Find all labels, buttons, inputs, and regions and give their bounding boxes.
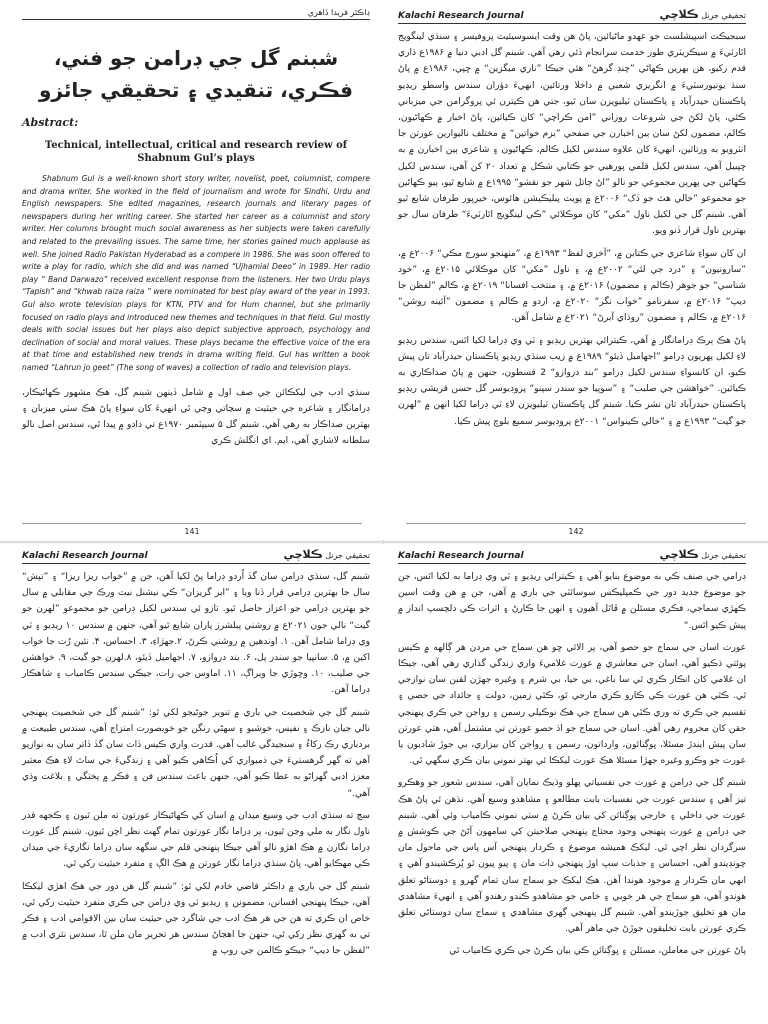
paragraph: شبنم گل جي باري ۾ ڊاڪٽر قاضي خادم لکي ٿو: ”شبنم گل هن دور جي هڪ اهڙي ليکڪا آهي، جيڪا پنهنجي افسانن، مضمونن ۽ ريڊيو ٽي وي ڊرامن جي ڪري منفرد حيثيت رکي ٿي، خاص ان ڪري ته هن جي هر هڪ ادب جي شاگرد جي حيثيت سان بين الاقوامي ادب ۽ فڪر تي به گهري نظر رکي ٿي، جنهن جا اهڃاڻ سندس هر تحرير مان ملن ٿا، سندس نثري ادب ۾ ”لفظن جا ديپ“ جيڪو ڪالمن جي روپ ۾	[22, 881, 370, 957]
journal-name-sindhi: تحقيقي جرنل	[325, 551, 370, 560]
paragraph: شبنم گل جي ڊرامن ۾ عورت جي نفسياتي پهلو وڌيڪ نمايان آهي، سندس شعور جو وهڪرو تيز آهي ۽ سندس عورت جي نفسيات بابت مطالعو ۽ مشاهدو وسيع آهي. نڌهن ئي پاڻ هڪ عورت جي داخلي ۽ خارجي ڀوڳنائن کي بيان ڪرڻ ۾ سٺي نموني ڪامياب وئي آهي. شبنم جي ڊرامن ۾ عورت پنهنجي وجود محتاج پنهنجي صلاحيتن کي سامهون آڻڻ جي ڪوشش ۾ سرگردان نظر اچي ٿي. ليکڪ هميشه موضوع ۽ ڪردار پنهنجي آس پاس جي ماحول مان چونڊيندو آهي، احساس ۽ جذبات سڀ اوڙ پنهنجي ذات مان ۽ پيو پيون ٿو پُرڪشيندو آهي ۽ انهي مان ڪردار ۾ موجود هوندا آهن. هڪ ليکڪ جو سماج سان تمام گهرو ۽ دوستاڻو تعلق هوندو آهي، هو سماج جي هر خوبي ۽ خامي جو مشاهدو ڪندو رهندو آهي ۽ انهيءَ مشاهدي مان هو تخليق جوڙيندو آهي. شبنم گل پنهنجي گهري مشاهدي ۽ سماج سان دوستاڻي تعلق ڪري عورتن بابت تخليقون جوڙڻ جي ماهر آهي.	[398, 778, 746, 935]
footer-rule	[406, 523, 746, 524]
page-144	[384, 544, 768, 1024]
abstract-label: Abstract:	[22, 116, 79, 129]
page-number: 142	[568, 527, 584, 536]
paragraph: شبنم گل، سنڌي ڊرامن سان گڏ اُردو ڊراما پڻ لکيا آهن، جن ۾ ”خواب ريزا ريزا“ ۽ ”تپش“ سال جا بهترين ڊرامي قرار ڏنا ويا ۽ ”ابر گريزان“ ڪي نيشنل نيٽ ورڪ جي مقابلي ۾ سال جو بهترين ڊرامي جو اعزاز حاصل ٿيو. تازو ئي سندس لکيل ڊرامن جو مجموعو ”لهرن جو گيت“ نالي جون ۲۰۲۱ع ۾ روشني پبلشرز پاران شايع ٿيو آهي، جنهن ۾ سندس ۱۰ ريڊيو ۽ ٽي وي ڊراما شامل آهن. ۱. اوندهين ۾ روشني ڪرڻ، ۲.جهڙاءِ، ۳. احساس، ۴. نئين رُت جا خواب اکين ۾، ۵. سانپيا جو سندر پل، ۶. بند دروازو، ۷. اجهاميل ڏيئو، ۸.لهرن جو گيت، ۹. خواهشن جي صليب، ۱۰. وڇوڙي جا ويراڳ، ۱۱. اماوس جي رات، جيڪي سندس ڪامياب ۽ شاهڪار ڊراما آهن.	[22, 572, 370, 696]
journal-name-sindhi: تحقيقي جرنل	[701, 11, 746, 20]
page-separator	[0, 541, 768, 543]
running-header	[22, 548, 370, 564]
journal-logo: ڪلاچي	[283, 548, 323, 561]
paragraph: سبجيڪٽ اسپيشلسٽ جو عهدو ماڻيائين، پاڻ هن وقت ايسوسيئيٽ پروفيسر ۽ سنڌي لينگويج اٿارٽيءَ ۾ سيڪريٽري طور خدمت سرانجام ڏئي رهي آهي. شبنم گل ادبي دنيا ۾ ۱۹۸۶ع ڌاري قدم رکيو، هن بهرين ڪهاڻي ”چنڊ گرهڻ“ هئي جيڪا ”ناري ميگزين“ ۾ ڇپي، ۱۹۸۶ع ۾ پاڻ سنڌ يونيورسٽيءَ ۾ انگريزي شعبي ۾ داخلا ورتائين، انهيءَ دؤران سندس واسطو ريڊيو پاڪستان حيدرآباد ۽ پاڪستان ٽيليويزن سان ٿيو، جتي هن ڪيترن ئي پروگرامن جي ميزباني ڪئي، پاڻ لکڻ جي شروعات روزاني ”امن ڪراچي“ کان ڪيائين، پاڻ اخبار ۾ ڪهاڻيون، ڪالم، مضمون لکڻ سان ٻين اخبارن جي صفحي ”بزم خواتين“ ۾ مختلف ناليوارين عورتن جا انٽرويو به ورتائين، انهيءَ کان علاوه سندس لکيل ڪالم، ڪهاڻيون ۽ شاعري ٻين اخبارن ۾ به ڇپبيل آهي، سندس لکيل قلمي پورهيي جو ڪتابي شڪل ۾ تعداد ۲۰ کن آهي، سندس لکيل ڪهاڻين جي پهرين مجموعي جو نالو ”اڻ ڄاتل شهر جو نقشو“ ۱۹۹۵ع ۾ شايع ٿيو، ٻيو ڪهاڻين جو مجموعو ”خالي هٿ جو ڏک“ ۲۰۰۶ع ۾ پويٽ پبليڪيشن هائوس، خيرپور طرفان شايع ٿيو آهي. شبنم گل جي لکيل ناول ”مکي“ کان موڪلائي ”ڪي لينگويج اٿارٽيءَ“ طرفان سال جو بهترين ناول قرار ڏنو ويو.	[398, 32, 746, 237]
english-title: Technical, intellectual, critical and research review of Shabnum Gul’s plays	[44, 140, 348, 164]
paragraph: پاڻ عورتن جي معاملن، مسئلن ۽ ڀوڳنائن ڪي بيان ڪرڻ جي ڪري ڪامياب ٿي	[449, 946, 746, 957]
paragraph: ڊرامي جي صنف ڪي به موضوع بنايو آهي ۽ ڪيترائي ريڊيو ۽ ٽي وي ڊراما به لکيا اٿس، جن جو موضوع جديد دور جي ڪمپليڪس سوسائٽي جي باري ۾ آهي، جن ۾ هن وقت اسين ڪهڙي سماجي، فڪري مسئلن ۾ ڦاٿل آهيون ۽ انهن جا ڪارڻ ۽ اثرات ڪي دلچسپ انداز ۾ پيش ڪيو اٿس.“	[398, 572, 746, 631]
running-header	[22, 8, 370, 20]
abstract-text: Shabnum Gul is a well-known short story writer, novelist, poet, columnist, compere and drama writer. She worked in the field of journalism and wrote for Sindhi, Urdu and English newspapers. She edited magazines, research journals and literary pages of newspapers during her writing career. She started her career as a columnist and story writer. Her columns brought much social awareness as her subjects were taken carefully and related to the prevailing issues. The same time, her stories gained much applause as well. She joined Radio Pakistan Hyderabad as a compere in 1986. She was soon offered to write a play for radio, which she did and was named “Ujhamial Deeo” in 1989. Her radio play “ Band Darwazo” received excellent response from the listeners. Her two Urdu plays “Tapish” and “khwab raiza raiza ” were nominated for best play award of the year in 1993. Gul also wrote television plays for KTN, PTV and for Hum channel, but she primarily focused on radio plays and introduced new themes and techniques in that field. Gul mostly deals with social issues but her plays also depict subjective approach, psychology and declination of social and moral values. These plays became the effective voice of the era at that time and established new trends in drama writing field. Gul has written a book named “Lahrun jo geet” (The song of waves) a collection of radio and television plays.	[22, 174, 370, 372]
paragraph: شبنم گل جي شخصيت جي باري ۾ تنوير جوڻيجو لکي ٿو: ”شبنم گل جي شخصيت پنهنجي نالي جيان نازڪ ۽ نفيس، خوشبو ۽ سهڻي رنگن جو خوبصورت امتزاج آهي، سندس طبيعت ۾ بردباري رڪ رکاءُ ۽ سنجيدگي غالب آهي. قدرت واري ڪيس ڏات سان گڏ ڏاتر سان به نوازيو آهي ته گهر گرهستيءَ جي ذميواري کي اُڪاهي ڪيو آهي ۽ زندگيءَ جي ساٿ لاءِ هڪ معتبر معزز ادبي گهراڻو به عطا ڪيو آهي، جنهن باعث سندس فن ۽ فڪر ۾ پختگي ۽ بلاغت وڌي آهي.“	[22, 707, 370, 799]
paragraph: ان کان سواءِ شاعري جي ڪتابن ۾، ”آخري لفظ“ ۱۹۹۳ع ۾، ”منهنجو سورج مڪي“ ۲۰۰۶ع ۾، ”سارونيون“ ۽ ”درد جي لئي“ ۲۰۰۲ع ۾، ۽ ناول ”مکي“ کان موڪلائي ۲۰۱۵ع ۾، ”خود شناسي“ جو جوهر (ڪالم ۽ مضمون) ۲۰۱۶ع ۾، ۽ منتخب افسانا“ ۲۰۱۹ع ۾، ڪالم ”لفظن جا ديپ“ ۲۰۱۶ع ۾، سفرنامو ”خواب نگر“ ۲۰۲۰ع ۾، اردو ۾ ڪالم ۽ مضمون ”آئينه روشن“ ۲۰۱۶ع ۾، ڪالم ۽ مضمون ”روڌاي آبرڻ“ ۲۰۲۱ع ۾ شامل آهن.	[398, 248, 746, 324]
intro-paragraph: سنڌي ادب جي ليکڪائن جي صف اول ۾ شامل ڏينهن شبنم گل، هڪ مشهور ڪهاڻيڪار، ڊرامانگار ۽ شاعره جي حيثيت ۾ سڃاتي وڃي ٿي انهيءَ کان سواءِ پاڻ هڪ سٺي ميزبان ۽ بهترين صداڪار به رهي آهي. شبنم گل ۵ سيپٽمبر ۱۹۷۰ع تي دادو ۾ پيدا ٿي، سندس اصل نالو سلطانه لاشاري آهي، ايم. اي انگلش ڪري	[22, 387, 371, 447]
paragraph: پاڻ هڪ ٻرڪ ڊرامانگار ۾ آهي، ڪيترائي بهترين ريڊيو ۽ ٽي وي ڊراما لکيا اٿس، سندس ريڊيو لاءِ لکيل پهريون ڊرامو ”اجهاميل ڏيئو“ ۱۹۸۹ع ۾ زيب سنڌي ريڊيو پاڪستان حيدرآباد تان پيش ڪيو، ان کانسواءِ سندس لکيل ڊرامو ”بند دروازو“ 2 قسطون، جنهن ۾ پاڻ صداڪاري به ڪيائين. ”خواهشن جي صليب“ ۽ ”سوپيا جو سندر سپنو“ پروڊيوسر گل حسن قريشي ريڊيو پاڪستان حيدرآباد تان نشر ڪيا. شبنم گل پاڪستان ٽيليويزن لاءِ ٽي ڊراما لکيا انهن ۾ ”لهرن جو گيت“ ۱۹۹۳ع ۾ ۽ ”خالي ڪينواس“ ۲۰۰۱ع پروڊيوسر سميع بلوچ پيش ڪيا.	[398, 335, 746, 427]
journal-name-sindhi: تحقيقي جرنل	[701, 551, 746, 560]
journal-logo: ڪلاچي	[659, 548, 699, 561]
paragraph: سچ ته سنڌي ادب جي وسيع ميدان ۾ اسان کي ڪهاڻيڪار عورتون ته ملن ٿيون ۽ ڪجهه قدر ناول نگار به ملي وڃن ٿيون، پر ڊراما نگار عورتون تمام گهٽ نظر اچن ٿيون. شبنم گل عورت ڊراما نگارن ۾ هڪ اهڙو نالو آهي جيڪا پنهنجي قلم جي سگهه سان ڊراما نگاريءَ جي ميدان ڪي مهڪايو آهي، پاڻ سنڌي ڊراما نگار عورتن ۾ هڪ الڳ ۽ منفرد حيثيت رکي ٿي.	[22, 810, 370, 870]
running-header	[398, 8, 746, 24]
journal-name: Kalachi Research Journal	[398, 11, 524, 21]
paragraph: عورت اسان جي سماج جو حصو آهي، پر الائي ڇو هن سماج جي مردن هر ڳالهه ۾ ڪيس پوئتي ڌڪيو آهي، اسان جي معاشري ۾ عورت غلاميءَ واري زندگي گذاري رهي آهي، جيڪا ان غلامي کان انڪار ڪري ٿي سا باغي، بي حيا، بي شرم ۽ وغيره جهڙن لقبن سان نوازجي ٿي. ڪٿي هن عورت ڪي ڪارو ڪري مارجي ٿو، ڪٿي زمين، دولت ۽ جائداد جي حصي ۽ تقسيم جي ڪري ته وري ڪٿي هن سماج جي هڪ نوڪيلي رسمن ۽ رواجن جي ڪري پنهنجي حقن کان محروم رهي آهي. اسان جي سماج جو اڌ حصو عورتن تي مشتمل آهي، هتي عورتن سان پيش ايندڙ مسئلا، ڀوڳنائون، وارداتون، رسمن ۽ رواجن کان بيزاري، بي جوڙ شاديون يا عورت جو وڪرو وغيره جهڙا مسئلا هڪ عورت ليکڪا ئي بهتر نموني بيان ڪري سگهي ٿي.	[398, 642, 746, 767]
page-142	[384, 0, 768, 540]
running-header	[398, 548, 746, 564]
journal-name: Kalachi Research Journal	[22, 551, 148, 561]
journal-name: Kalachi Research Journal	[398, 551, 524, 561]
page-143	[0, 544, 384, 1024]
article-title: شبنم گل جي ڊرامن جو فني، فڪري، تنقيدي ۽ تحقيقي جائزو	[38, 46, 354, 102]
page-141	[0, 0, 384, 540]
author-name: ڊاڪٽر فريدا ڏاهري	[307, 8, 370, 17]
footer-rule	[22, 523, 362, 524]
journal-logo: ڪلاچي	[659, 8, 699, 21]
page-number: 141	[184, 527, 200, 536]
